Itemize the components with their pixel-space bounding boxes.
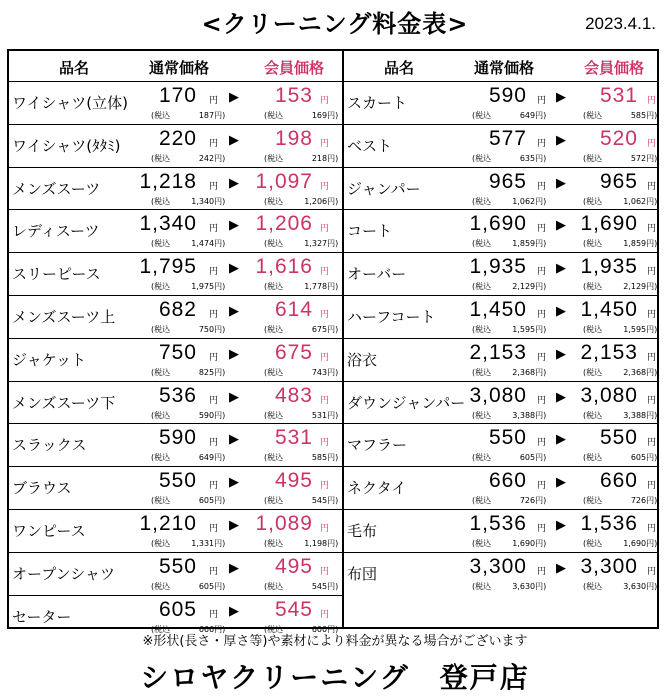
item-name: スリーピース	[12, 265, 101, 284]
yen-unit: 円	[320, 352, 330, 363]
yen-unit: 円	[320, 395, 330, 406]
member-price: 1,097	[255, 169, 313, 193]
date-label: 2023.4.1.	[585, 14, 656, 33]
table-row	[9, 296, 342, 339]
member-price: 1,536	[580, 511, 638, 535]
member-price: 2,153	[580, 340, 638, 364]
regular-tax: (税込 649円)	[472, 111, 547, 120]
yen-unit: 円	[209, 138, 219, 149]
table-row	[9, 553, 342, 596]
yen-unit: 円	[647, 309, 657, 320]
yen-unit: 円	[647, 96, 657, 106]
item-name: スカート	[347, 94, 408, 112]
right-header-row	[344, 51, 657, 82]
yen-unit: 円	[537, 438, 547, 449]
regular-tax: (税込 242円)	[151, 153, 226, 163]
item-name: ワイシャツ(ﾀﾀﾐ)	[12, 136, 121, 155]
yen-unit: 円	[209, 438, 219, 449]
header-name: 品名	[384, 59, 415, 77]
regular-price: 682	[158, 297, 197, 321]
yen-unit: 円	[647, 481, 657, 492]
regular-tax: (税込 3,388円)	[472, 410, 547, 420]
table-row	[9, 424, 342, 467]
page-title: <クリーニング料金表>	[201, 10, 469, 38]
member-tax: (税込 726円)	[583, 496, 658, 506]
arrow-icon: ▶	[229, 303, 239, 319]
item-name: オープンシャツ	[12, 564, 115, 583]
yen-unit: 円	[537, 224, 547, 235]
member-tax: (税込 1,327円)	[264, 239, 339, 249]
yen-unit: 円	[320, 481, 330, 492]
regular-price: 536	[158, 383, 197, 407]
shop-name: シロヤクリーニング 登戸店	[140, 661, 530, 694]
yen-unit: 円	[209, 267, 219, 278]
regular-price: 1,935	[469, 255, 527, 279]
member-tax: (税込 531円)	[264, 410, 339, 420]
yen-unit: 円	[320, 224, 330, 235]
yen-unit: 円	[320, 138, 330, 149]
regular-price: 1,536	[469, 511, 527, 535]
yen-unit: 円	[647, 395, 657, 406]
regular-tax: (税込 1,690円)	[472, 538, 547, 548]
yen-unit: 円	[647, 566, 657, 577]
regular-price: 220	[158, 126, 197, 150]
item-name: メンズスーツ下	[12, 393, 116, 412]
regular-price: 1,210	[139, 511, 197, 535]
arrow-icon: ▶	[229, 175, 239, 191]
left-column	[9, 51, 344, 634]
table-row	[344, 125, 657, 168]
regular-tax: (税込 605円)	[151, 581, 226, 591]
member-tax: (税込 743円)	[264, 367, 339, 377]
yen-unit: 円	[537, 395, 547, 406]
member-tax: (税込 3,630円)	[583, 581, 658, 591]
yen-unit: 円	[537, 267, 547, 278]
arrow-icon: ▶	[229, 90, 239, 105]
regular-price: 590	[158, 426, 197, 450]
regular-price: 1,795	[139, 255, 197, 279]
regular-price: 170	[158, 84, 197, 107]
arrow-icon: ▶	[556, 175, 566, 191]
regular-price: 750	[158, 340, 197, 364]
member-price: 965	[599, 169, 638, 193]
table-row	[9, 510, 342, 553]
member-price: 545	[274, 597, 313, 621]
yen-unit: 円	[209, 352, 219, 363]
yen-unit: 円	[320, 566, 330, 577]
regular-price: 3,080	[469, 383, 527, 407]
arrow-icon: ▶	[556, 261, 566, 277]
yen-unit: 円	[537, 523, 547, 534]
regular-price: 1,218	[139, 169, 197, 193]
regular-tax: (税込 590円)	[151, 410, 226, 420]
header-regular: 通常価格	[149, 59, 210, 77]
arrow-icon: ▶	[556, 432, 566, 448]
regular-tax: (税込 1,595円)	[472, 324, 547, 334]
yen-unit: 円	[537, 138, 547, 149]
header-member: 会員価格	[584, 59, 645, 77]
regular-price: 3,300	[469, 554, 527, 578]
table-row	[9, 168, 342, 211]
member-price: 1,450	[580, 297, 638, 321]
left-header-row	[9, 51, 342, 82]
regular-tax: (税込 2,129円)	[472, 282, 547, 292]
regular-price: 2,153	[469, 340, 527, 364]
member-price: 1,206	[255, 212, 313, 236]
table-row	[9, 125, 342, 168]
yen-unit: 円	[537, 181, 547, 192]
yen-unit: 円	[209, 566, 219, 577]
yen-unit: 円	[647, 267, 657, 278]
yen-unit: 円	[209, 481, 219, 492]
arrow-icon: ▶	[556, 560, 566, 576]
right-column	[344, 51, 657, 627]
item-name: メンズスーツ	[12, 179, 101, 198]
yen-unit: 円	[537, 309, 547, 320]
item-name: ジャケット	[12, 350, 86, 369]
yen-unit: 円	[320, 523, 330, 534]
item-name: ハーフコート	[347, 307, 436, 326]
item-name: ワンピース	[12, 521, 86, 540]
regular-tax: (税込 1,331円)	[151, 538, 226, 548]
arrow-icon: ▶	[229, 389, 239, 405]
item-name: 毛布	[347, 521, 378, 540]
arrow-icon: ▶	[556, 218, 566, 234]
left-rows	[9, 82, 342, 638]
header-member: 会員価格	[264, 59, 325, 77]
member-tax: (税込 572円)	[583, 153, 658, 163]
item-name: スラックス	[12, 436, 87, 455]
item-name: ワイシャツ(立体)	[12, 94, 128, 112]
member-tax: (税込 605円)	[583, 453, 658, 463]
member-tax: (税込 169円)	[264, 111, 339, 120]
regular-price: 577	[488, 126, 527, 150]
regular-tax: (税込 635円)	[472, 153, 547, 163]
table-row	[9, 339, 342, 382]
yen-unit: 円	[320, 438, 330, 449]
member-tax: (税込 1,595円)	[583, 324, 658, 334]
arrow-icon: ▶	[556, 389, 566, 405]
yen-unit: 円	[647, 438, 657, 449]
member-tax: (税込 545円)	[264, 581, 339, 591]
arrow-icon: ▶	[229, 346, 239, 362]
regular-price: 550	[488, 426, 527, 450]
item-name: ジャンパー	[347, 179, 421, 198]
table-row	[344, 467, 657, 510]
yen-unit: 円	[320, 181, 330, 192]
arrow-icon: ▶	[229, 475, 239, 491]
regular-tax: (税込 1,474円)	[151, 239, 226, 249]
regular-tax: (税込 187円)	[151, 111, 226, 120]
table-row	[344, 382, 657, 425]
regular-tax: (税込 1,975円)	[151, 282, 226, 292]
member-price: 483	[274, 383, 313, 407]
member-price: 198	[274, 126, 313, 150]
member-tax: (税込 1,062円)	[583, 196, 658, 206]
item-name: メンズスーツ上	[12, 307, 116, 326]
regular-tax: (税込 649円)	[151, 453, 226, 463]
arrow-icon: ▶	[229, 603, 239, 619]
item-name: ダウンジャンパー	[347, 393, 466, 412]
yen-unit: 円	[209, 609, 219, 620]
member-tax: (税込 1,690円)	[583, 538, 658, 548]
yen-unit: 円	[320, 96, 330, 106]
table-row	[9, 253, 342, 296]
item-name: ネクタイ	[347, 479, 407, 498]
member-price: 1,935	[580, 255, 638, 279]
regular-price: 1,450	[469, 297, 527, 321]
member-tax: (税込 545円)	[264, 496, 339, 506]
member-tax: (税込 585円)	[264, 453, 339, 463]
yen-unit: 円	[209, 181, 219, 192]
table-row	[344, 424, 657, 467]
member-price: 495	[274, 469, 313, 493]
yen-unit: 円	[647, 352, 657, 363]
arrow-icon: ▶	[229, 218, 239, 234]
item-name: コート	[347, 222, 393, 241]
table-row	[344, 210, 657, 253]
member-price: 550	[599, 426, 638, 450]
arrow-icon: ▶	[229, 560, 239, 576]
table-row	[344, 339, 657, 382]
yen-unit: 円	[647, 224, 657, 235]
regular-tax: (税込 1,340円)	[151, 196, 226, 206]
item-name: マフラー	[347, 436, 408, 455]
regular-tax: (税込 2,368円)	[472, 367, 547, 377]
table-row	[9, 210, 342, 253]
yen-unit: 円	[320, 267, 330, 278]
table-row	[9, 382, 342, 425]
yen-unit: 円	[537, 96, 547, 106]
regular-tax: (税込 1,859円)	[472, 239, 547, 249]
item-name: ブラウス	[12, 479, 72, 498]
regular-tax: (税込 1,062円)	[472, 196, 547, 206]
yen-unit: 円	[537, 352, 547, 363]
member-tax: (税込 600円)	[264, 624, 339, 634]
item-name: セーター	[12, 607, 72, 626]
yen-unit: 円	[537, 566, 547, 577]
member-tax: (税込 2,129円)	[583, 282, 658, 292]
yen-unit: 円	[209, 523, 219, 534]
table-row	[344, 510, 657, 553]
member-price: 153	[274, 84, 313, 107]
yen-unit: 円	[209, 395, 219, 406]
regular-tax: (税込 3,630円)	[472, 581, 547, 591]
regular-price: 550	[158, 554, 197, 578]
member-tax: (税込 1,778円)	[264, 282, 339, 292]
member-price: 531	[274, 426, 313, 450]
regular-tax: (税込 605円)	[151, 496, 226, 506]
member-price: 1,616	[255, 255, 313, 279]
table-row	[344, 296, 657, 339]
yen-unit: 円	[209, 309, 219, 320]
member-tax: (税込 1,198円)	[264, 538, 339, 548]
header-regular: 通常価格	[474, 59, 535, 77]
table-row	[9, 82, 342, 125]
yen-unit: 円	[537, 481, 547, 492]
table-row	[344, 553, 657, 596]
member-price: 520	[599, 126, 638, 150]
item-name: ベスト	[347, 136, 393, 155]
arrow-icon: ▶	[556, 517, 566, 533]
table-row	[344, 253, 657, 296]
regular-price: 605	[158, 597, 197, 621]
yen-unit: 円	[320, 309, 330, 320]
arrow-icon: ▶	[556, 475, 566, 491]
member-tax: (税込 1,859円)	[583, 239, 658, 249]
arrow-icon: ▶	[556, 90, 566, 105]
price-table	[7, 49, 659, 634]
yen-unit: 円	[209, 224, 219, 235]
member-tax: (税込 3,388円)	[583, 410, 658, 420]
regular-price: 965	[488, 169, 527, 193]
regular-tax: (税込 825円)	[151, 367, 226, 377]
regular-tax: (税込 605円)	[472, 453, 547, 463]
regular-price: 1,340	[139, 212, 197, 236]
item-name: オーバー	[347, 265, 407, 284]
footnote: ※形状(長さ・厚さ等)や素材により料金が異なる場合がございます	[142, 634, 528, 649]
table-row	[9, 467, 342, 510]
arrow-icon: ▶	[556, 346, 566, 362]
member-price: 660	[599, 469, 638, 493]
member-price: 495	[274, 554, 313, 578]
item-name: レディスーツ	[12, 222, 100, 241]
regular-price: 1,690	[469, 212, 527, 236]
yen-unit: 円	[647, 181, 657, 192]
arrow-icon: ▶	[229, 432, 239, 448]
right-rows	[344, 82, 657, 596]
regular-tax: (税込 726円)	[472, 496, 547, 506]
regular-price: 660	[488, 469, 527, 493]
member-price: 531	[599, 84, 638, 107]
arrow-icon: ▶	[556, 132, 566, 148]
member-tax: (税込 585円)	[583, 111, 658, 120]
arrow-icon: ▶	[229, 261, 239, 277]
yen-unit: 円	[320, 609, 330, 620]
member-price: 614	[274, 297, 313, 321]
yen-unit: 円	[209, 96, 219, 106]
member-price: 3,080	[580, 383, 638, 407]
item-name: 布団	[347, 564, 378, 583]
arrow-icon: ▶	[556, 303, 566, 319]
regular-price: 550	[158, 469, 197, 493]
header-name: 品名	[59, 59, 90, 77]
table-row	[344, 168, 657, 211]
regular-tax: (税込 750円)	[151, 324, 226, 334]
member-price: 1,690	[580, 212, 638, 236]
yen-unit: 円	[647, 523, 657, 534]
member-tax: (税込 218円)	[264, 153, 339, 163]
member-price: 3,300	[580, 554, 638, 578]
table-row	[344, 82, 657, 125]
member-price: 1,089	[255, 511, 313, 535]
member-price: 675	[274, 340, 313, 364]
item-name: 浴衣	[347, 350, 378, 369]
member-tax: (税込 675円)	[264, 324, 339, 334]
regular-tax: (税込 666円)	[151, 624, 226, 634]
member-tax: (税込 1,206円)	[264, 196, 339, 206]
regular-price: 590	[488, 84, 527, 107]
arrow-icon: ▶	[229, 132, 239, 148]
arrow-icon: ▶	[229, 517, 239, 533]
yen-unit: 円	[647, 138, 657, 149]
member-tax: (税込 2,368円)	[583, 367, 658, 377]
